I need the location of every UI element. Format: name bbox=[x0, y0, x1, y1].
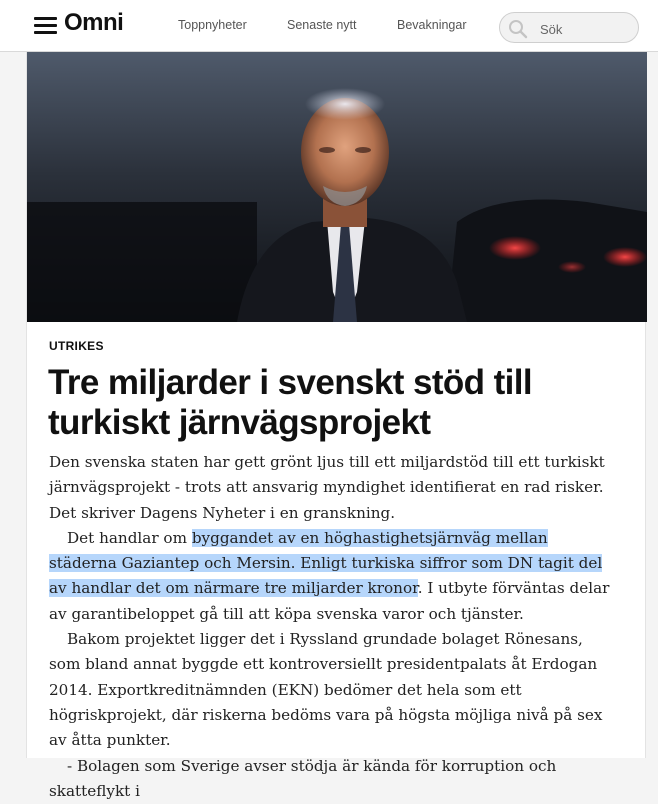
article-body bbox=[49, 450, 619, 804]
paragraph-text: Det handlar om bbox=[67, 528, 192, 547]
article-category[interactable]: UTRIKES bbox=[49, 339, 104, 353]
nav-top-news[interactable]: Toppnyheter bbox=[178, 18, 247, 32]
article-paragraph bbox=[49, 526, 619, 627]
article-paragraph: Bakom projektet ligger det i Ryssland grundade bolaget Rönesans, som bland annat byggde ett kontroversiellt presidentpalats åt Erdogan 2014. Exportkreditnämnden (EKN) bedömer det hela som ett högriskprojekt, där riskerna bedöms vara på högsta möjliga nivå på sex av åtta punkter. bbox=[49, 630, 603, 750]
selected-text: byggandet av en höghastighetsjärnväg mellan städerna Gaziantep och Mersin. Enligt turkiska siffror som DN tagit del av handlar det om närmare tre miljarder kronor bbox=[49, 528, 603, 598]
article-lead-paragraph: Den svenska staten har gett grönt ljus till ett miljardstöd till ett turkiskt järnvägsprojekt - trots att ansvarig myndighet identifierat en rad risker. Det skriver Dagens Nyheter i en granskning. bbox=[49, 453, 605, 522]
omni-logo[interactable]: Omni bbox=[64, 9, 124, 36]
hamburger-menu-icon[interactable] bbox=[34, 17, 57, 34]
nav-watchlist[interactable]: Bevakningar bbox=[397, 18, 467, 32]
article-paragraph: - Bolagen som Sverige avser stödja är kända för korruption och skatteflykt i bbox=[49, 756, 557, 800]
search-box[interactable] bbox=[499, 12, 639, 43]
article-headline: Tre miljarder i svenskt stöd till turkiskt järnvägsprojekt bbox=[48, 363, 532, 442]
article-card bbox=[26, 52, 646, 800]
paragraph-text: . I utbyte förväntas delar av garantibeloppet gå till att köpa svenska varor och tjänster. bbox=[49, 579, 610, 623]
search-icon bbox=[508, 19, 528, 39]
article-hero-image bbox=[27, 52, 647, 322]
top-bar bbox=[0, 0, 658, 52]
nav-latest-news[interactable]: Senaste nytt bbox=[287, 18, 357, 32]
search-input[interactable] bbox=[538, 18, 637, 40]
